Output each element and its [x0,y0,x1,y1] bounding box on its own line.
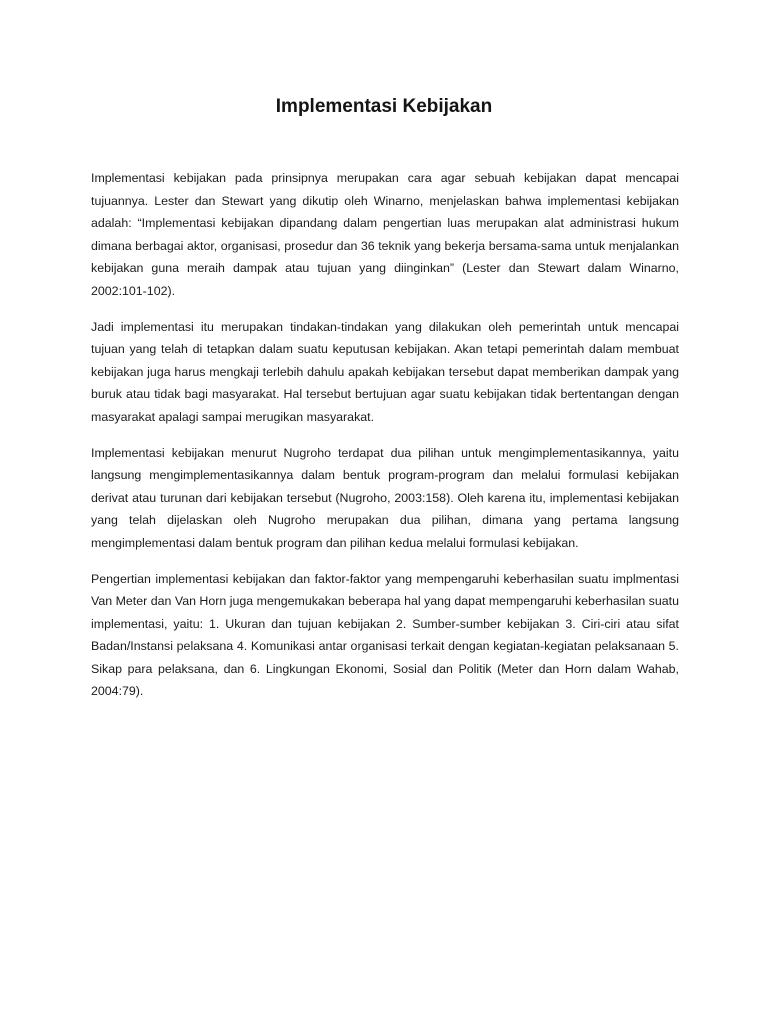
paragraph-3: Implementasi kebijakan menurut Nugroho terdapat dua pilihan untuk mengimplementasikannya, yaitu langsung mengimplementasikannya dalam bentuk program-program dan melalui formulasi kebijakan derivat atau turunan dari kebijakan tersebut (Nugroho, 2003:158). Oleh karena itu, implementasi kebijakan yang telah dijelaskan oleh Nugroho merupakan dua pilihan, dimana yang pertama langsung mengimplementasi dalam bentuk program dan pilihan kedua melalui formulasi kebijakan. [91,445,679,550]
paragraph-4: Pengertian implementasi kebijakan dan faktor-faktor yang mempengaruhi keberhasilan suatu implmentasi Van Meter dan Van Horn juga mengemukakan beberapa hal yang dapat mempengaruhi keberhasilan suatu implementasi, yaitu: 1. Ukuran dan tujuan kebijakan 2. Sumber-sumber kebijakan 3. Ciri-ciri atau sifat Badan/Instansi pelaksana 4. Komunikasi antar organisasi terkait dengan kegiatan-kegiatan pelaksanaan 5. Sikap para pelaksana, dan 6. Lingkungan Ekonomi, Sosial dan Politik (Meter dan Horn dalam Wahab, 2004:79). [91,571,679,699]
paragraph-1: Implementasi kebijakan pada prinsipnya merupakan cara agar sebuah kebijakan dapat mencapai tujuannya. Lester dan Stewart yang dikutip oleh Winarno, menjelaskan bahwa implementasi kebijakan adalah: “Implementasi kebijakan dipandang dalam pengertian luas merupakan alat administrasi hukum dimana berbagai aktor, organisasi, prosedur dan 36 teknik yang bekerja bersama-sama untuk menjalankan kebijakan guna meraih dampak atau tujuan yang diinginkan” (Lester dan Stewart dalam Winarno, 2002:101-102). [91,171,679,298]
document-body [91,167,679,716]
paragraph-2: Jadi implementasi itu merupakan tindakan-tindakan yang dilakukan oleh pemerintah untuk mencapai tujuan yang telah di tetapkan dalam suatu keputusan kebijakan. Akan tetapi pemerintah dalam membuat kebijakan juga harus mengkaji terlebih dahulu apakah kebijakan tersebut dapat memberikan dampak yang buruk atau tidak bagi masyarakat. Hal tersebut bertujuan agar suatu kebijakan tidak bertentangan dengan masyarakat apalagi sampai merugikan masyarakat. [91,319,679,424]
document-title: Implementasi Kebijakan [275,96,493,117]
